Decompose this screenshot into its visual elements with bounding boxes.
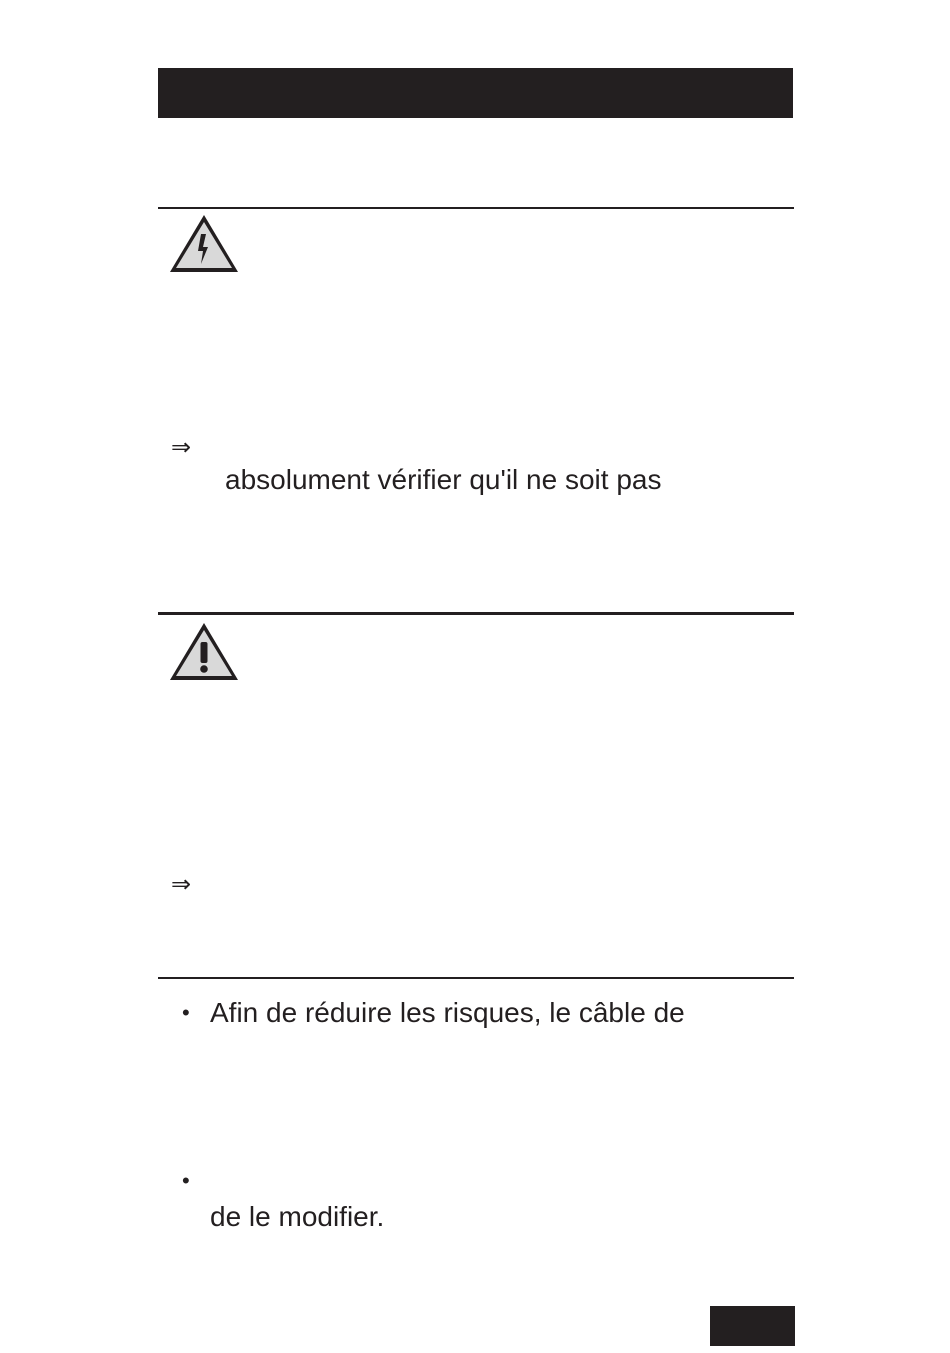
bullet-text: Afin de réduire les risques, le câble de bbox=[210, 997, 685, 1028]
bullet-text: de le modifier. bbox=[210, 1201, 385, 1232]
action-arrow-icon: ⇒ bbox=[171, 433, 192, 461]
section-divider-general bbox=[158, 612, 794, 615]
page-number-tab bbox=[710, 1306, 795, 1346]
exclamation-warning-icon bbox=[168, 620, 240, 682]
bullet-marker: • bbox=[182, 1168, 190, 1193]
section-header-bar bbox=[158, 68, 793, 118]
section-divider-bullets bbox=[158, 977, 794, 979]
action-arrow-icon: ⇒ bbox=[171, 870, 192, 898]
electric-hazard-icon bbox=[168, 212, 240, 274]
action-text: absolument vérifier qu'il ne soit pas bbox=[225, 464, 662, 495]
section-divider-electric bbox=[158, 207, 794, 209]
bullet-marker: • bbox=[182, 1000, 190, 1025]
